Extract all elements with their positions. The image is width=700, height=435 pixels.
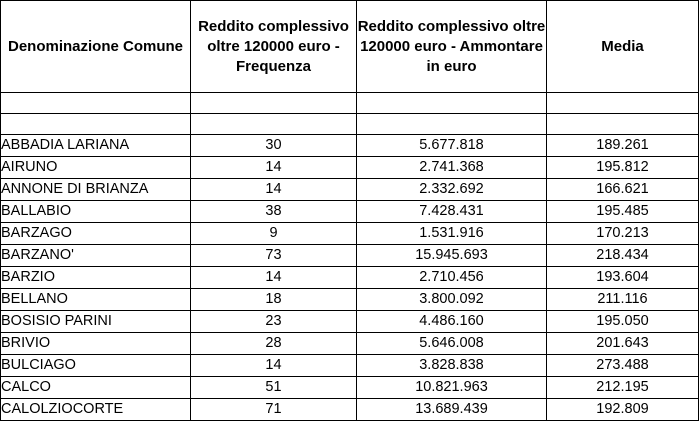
media-cell[interactable]: 195.485	[547, 201, 699, 223]
header-frequenza[interactable]: Reddito complessivo oltre 120000 euro - Frequenza	[191, 1, 357, 93]
ammontare-cell[interactable]: 15.945.693	[357, 245, 547, 267]
empty-cell[interactable]	[1, 114, 191, 135]
comune-cell[interactable]: BELLANO	[1, 289, 191, 311]
header-row	[1, 1, 699, 93]
table-row	[1, 201, 699, 223]
frequenza-cell[interactable]: 28	[191, 333, 357, 355]
table-row	[1, 377, 699, 399]
comune-cell[interactable]: CALOLZIOCORTE	[1, 399, 191, 421]
media-cell[interactable]: 189.261	[547, 135, 699, 157]
comune-cell[interactable]: ANNONE DI BRIANZA	[1, 179, 191, 201]
comune-cell[interactable]: BRIVIO	[1, 333, 191, 355]
media-cell[interactable]: 218.434	[547, 245, 699, 267]
table-row	[1, 311, 699, 333]
media-cell[interactable]: 170.213	[547, 223, 699, 245]
ammontare-cell[interactable]: 13.689.439	[357, 399, 547, 421]
table-row	[1, 157, 699, 179]
table-row	[1, 355, 699, 377]
table-row	[1, 245, 699, 267]
frequenza-cell[interactable]: 51	[191, 377, 357, 399]
ammontare-cell[interactable]: 7.428.431	[357, 201, 547, 223]
ammontare-cell[interactable]: 2.332.692	[357, 179, 547, 201]
media-cell[interactable]: 192.809	[547, 399, 699, 421]
media-cell[interactable]: 201.643	[547, 333, 699, 355]
table-row	[1, 135, 699, 157]
media-cell[interactable]: 195.812	[547, 157, 699, 179]
ammontare-cell[interactable]: 3.828.838	[357, 355, 547, 377]
empty-cell[interactable]	[357, 93, 547, 114]
comune-cell[interactable]: BOSISIO PARINI	[1, 311, 191, 333]
comune-cell[interactable]: CALCO	[1, 377, 191, 399]
empty-cell[interactable]	[547, 93, 699, 114]
empty-cell[interactable]	[357, 114, 547, 135]
comune-cell[interactable]: ABBADIA LARIANA	[1, 135, 191, 157]
frequenza-cell[interactable]: 14	[191, 157, 357, 179]
header-comune[interactable]: Denominazione Comune	[1, 1, 191, 93]
frequenza-cell[interactable]: 23	[191, 311, 357, 333]
table-row	[1, 179, 699, 201]
media-cell[interactable]: 211.116	[547, 289, 699, 311]
media-cell[interactable]: 166.621	[547, 179, 699, 201]
empty-cell[interactable]	[547, 114, 699, 135]
frequenza-cell[interactable]: 71	[191, 399, 357, 421]
frequenza-cell[interactable]: 14	[191, 267, 357, 289]
frequenza-cell[interactable]: 18	[191, 289, 357, 311]
blank-row	[1, 114, 699, 135]
table-row	[1, 333, 699, 355]
media-cell[interactable]: 212.195	[547, 377, 699, 399]
empty-cell[interactable]	[191, 114, 357, 135]
media-cell[interactable]: 195.050	[547, 311, 699, 333]
comune-cell[interactable]: BARZANO'	[1, 245, 191, 267]
ammontare-cell[interactable]: 2.741.368	[357, 157, 547, 179]
ammontare-cell[interactable]: 5.646.008	[357, 333, 547, 355]
ammontare-cell[interactable]: 10.821.963	[357, 377, 547, 399]
frequenza-cell[interactable]: 14	[191, 179, 357, 201]
header-media[interactable]: Media	[547, 1, 699, 93]
empty-cell[interactable]	[1, 93, 191, 114]
comune-cell[interactable]: BULCIAGO	[1, 355, 191, 377]
comune-cell[interactable]: BALLABIO	[1, 201, 191, 223]
table-row	[1, 223, 699, 245]
frequenza-cell[interactable]: 38	[191, 201, 357, 223]
blank-row	[1, 93, 699, 114]
table-row	[1, 289, 699, 311]
frequenza-cell[interactable]: 73	[191, 245, 357, 267]
frequenza-cell[interactable]: 30	[191, 135, 357, 157]
ammontare-cell[interactable]: 3.800.092	[357, 289, 547, 311]
header-ammontare[interactable]: Reddito complessivo oltre 120000 euro - Ammontare in euro	[357, 1, 547, 93]
media-cell[interactable]: 273.488	[547, 355, 699, 377]
frequenza-cell[interactable]: 9	[191, 223, 357, 245]
frequenza-cell[interactable]: 14	[191, 355, 357, 377]
ammontare-cell[interactable]: 2.710.456	[357, 267, 547, 289]
comune-cell[interactable]: BARZIO	[1, 267, 191, 289]
table-row	[1, 267, 699, 289]
media-cell[interactable]: 193.604	[547, 267, 699, 289]
comune-cell[interactable]: BARZAGO	[1, 223, 191, 245]
table-row	[1, 399, 699, 421]
ammontare-cell[interactable]: 5.677.818	[357, 135, 547, 157]
empty-cell[interactable]	[191, 93, 357, 114]
ammontare-cell[interactable]: 4.486.160	[357, 311, 547, 333]
ammontare-cell[interactable]: 1.531.916	[357, 223, 547, 245]
comune-cell[interactable]: AIRUNO	[1, 157, 191, 179]
